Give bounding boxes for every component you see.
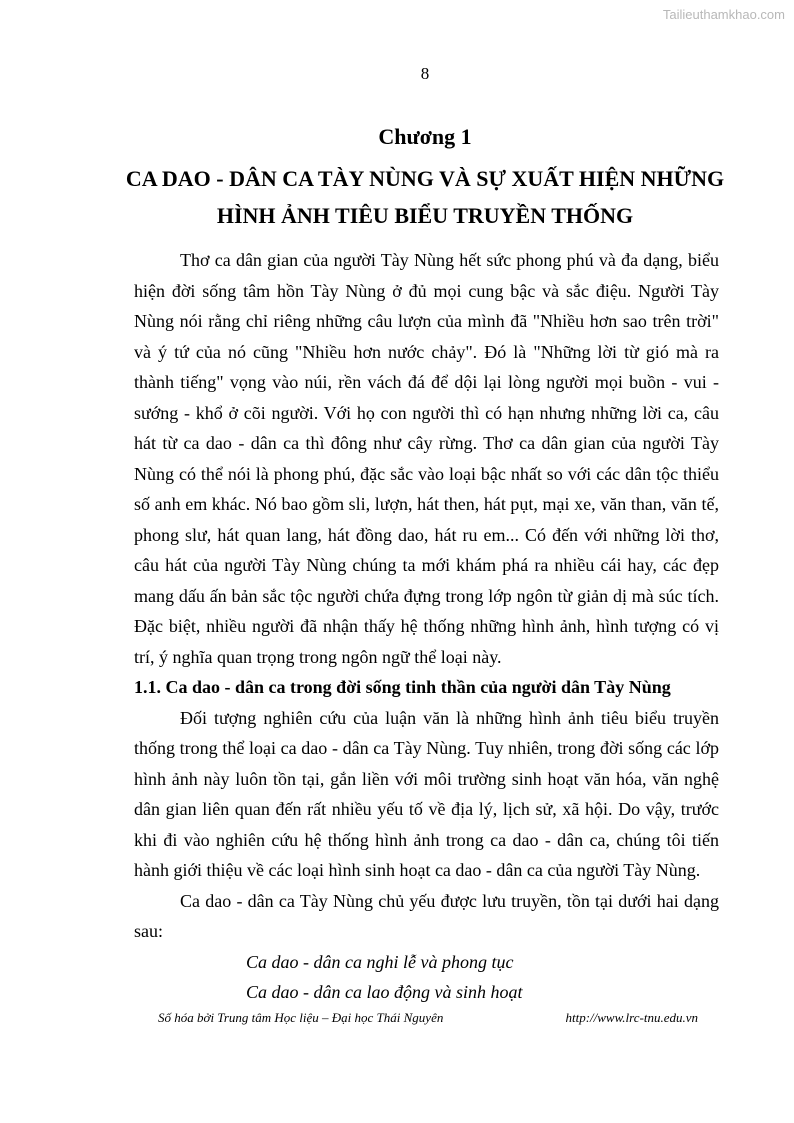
- watermark-text: Tailieuthamkhao.com: [662, 7, 785, 22]
- intro-paragraph: Thơ ca dân gian của người Tày Nùng hết sức phong phú và đa dạng, biểu hiện đời sống tâm hồn Tày Nùng ở đủ mọi cung bậc và sắc điệu. Người Tày Nùng nói rằng chỉ riêng những câu lượn của mình đã "Nhiều hơn sao trên trời" và ý tứ của nó cũng "Nhiều hơn nước chảy". Đó là "Những lời từ gió mà ra thành tiếng" vọng vào núi, rền vách đá để dội lại lòng người mọi buồn - vui - sướng - khổ ở cõi người. Với họ con người thì có hạn nhưng những lời ca, câu hát từ ca dao - dân ca thì đông như cây rừng. Thơ ca dân gian của người Tày Nùng có thể nói là phong phú, đặc sắc vào loại bậc nhất so với các dân tộc thiểu số anh em khác. Nó bao gồm sli, lượn, hát then, hát pụt, mại xe, văn than, văn tế, phong slư, hát quan lang, hát đồng dao, hát ru em... Có đến với những lời thơ, câu hát của người Tày Nùng chúng ta mới khám phá ra nhiều cái hay, các đẹp mang dấu ấn bản sắc tộc người chứa đựng trong lớp ngôn từ giản dị mà súc tích. Đặc biệt, nhiều người đã nhận thấy hệ thống những hình ảnh, hình tượng có vị trí, ý nghĩa quan trọng trong ngôn ngữ thể loại này.: [134, 250, 719, 667]
- chapter-title-line-1: CA DAO - DÂN CA TÀY NÙNG VÀ SỰ XUẤT HIỆN NHỮNG: [125, 166, 725, 191]
- page-footer: [158, 1010, 698, 1026]
- chapter-label: Chương 1: [378, 124, 472, 149]
- section-paragraph: Đối tượng nghiên cứu của luận văn là những hình ảnh tiêu biểu truyền thống trong thể loại ca dao - dân ca Tày Nùng. Tuy nhiên, trong đời sống các lớp hình ảnh này luôn tồn tại, gắn liền với môi trường sinh hoạt văn hóa, văn nghệ dân gian liên quan đến rất nhiều yếu tố về địa lý, lịch sử, xã hội. Do vậy, trước khi đi vào nghiên cứu hệ thống hình ảnh trong ca dao - dân ca, chúng tôi tiến hành giới thiệu về các loại hình sinh hoạt ca dao - dân ca của người Tày Nùng.: [134, 707, 719, 880]
- footer-url: http://www.lrc-tnu.edu.vn: [565, 1010, 698, 1025]
- section-heading: 1.1. Ca dao - dân ca trong đời sống tinh thần của người dân Tày Nùng: [134, 677, 671, 697]
- chapter-title-line-2: HÌNH ẢNH TIÊU BIỂU TRUYỀN THỐNG: [216, 203, 634, 228]
- document-body: [134, 245, 719, 1008]
- form-item-labor: Ca dao - dân ca lao động và sinh hoạt: [246, 982, 523, 1002]
- footer-credit: Số hóa bởi Trung tâm Học liệu – Đại học Thái Nguyên: [158, 1010, 444, 1025]
- forms-intro-paragraph: Ca dao - dân ca Tày Nùng chủ yếu được lưu truyền, tồn tại dưới hai dạng sau:: [134, 890, 719, 941]
- form-item-ritual: Ca dao - dân ca nghi lễ và phong tục: [246, 951, 514, 972]
- chapter-title: [90, 160, 760, 234]
- page-number: 8: [420, 64, 430, 83]
